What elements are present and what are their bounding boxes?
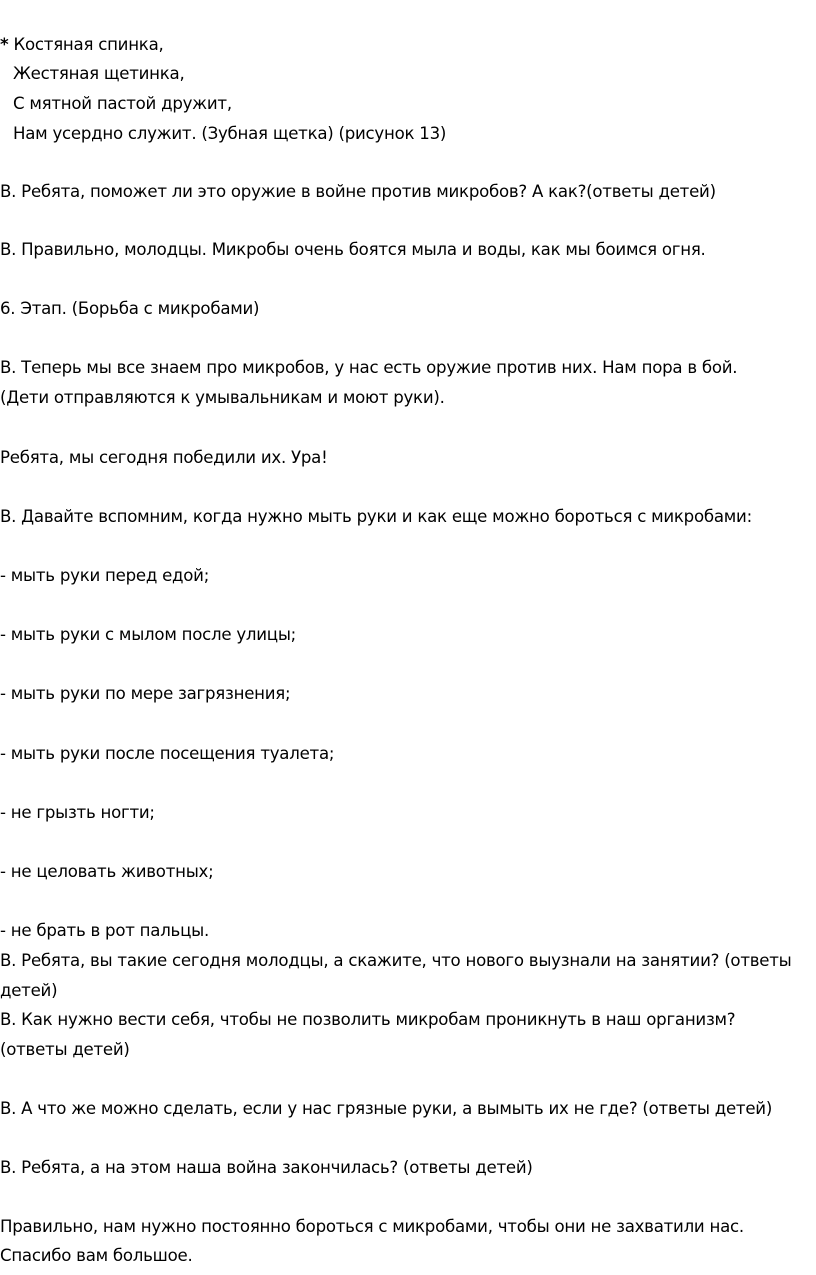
poem-line-1 [0, 34, 164, 56]
poem-line-3: С мятной пастой дружит, [13, 94, 232, 113]
paragraph-microbes-fear: В. Правильно, молодцы. Микробы очень боятся мыла и воды, как мы боимся огня. [0, 240, 706, 259]
poem-line-1-text: Костяная спинка, [13, 35, 164, 54]
list-item: - мыть руки перед едой; [0, 566, 210, 585]
closing-question-4: В. Ребята, а на этом наша война закончилась? (ответы детей) [0, 1158, 533, 1177]
closing-question-1-line-2: детей) [0, 981, 58, 1000]
poem-line-2: Жестяная щетинка, [13, 64, 185, 83]
list-item: - не целовать животных; [0, 862, 214, 881]
paragraph-remember: В. Давайте вспомним, когда нужно мыть руки и как еще можно бороться с микробами: [0, 507, 752, 526]
paragraph-battle-line-1: В. Теперь мы все знаем про микробов, у нас есть оружие против них. Нам пора в бой. [0, 358, 738, 377]
list-item: - не брать в рот пальцы. [0, 921, 210, 940]
closing-question-2-line-1: В. Как нужно вести себя, чтобы не позволить микробам проникнуть в наш организм? [0, 1010, 736, 1029]
closing-final-line-1: Правильно, нам нужно постоянно бороться с микробами, чтобы они не захватили нас. [0, 1217, 744, 1236]
list-item: - мыть руки после посещения туалета; [0, 744, 335, 763]
list-item: - мыть руки с мылом после улицы; [0, 625, 297, 644]
bullet-star: * [0, 35, 9, 54]
closing-question-1-line-1: В. Ребята, вы такие сегодня молодцы, а скажите, что нового выузнали на занятии? (ответы [0, 951, 792, 970]
paragraph-stage-heading: 6. Этап. (Борьба с микробами) [0, 299, 260, 318]
paragraph-question-weapon: В. Ребята, поможет ли это оружие в войне против микробов? А как?(ответы детей) [0, 182, 716, 201]
poem-line-4: Нам усердно служит. (Зубная щетка) (рисунок 13) [13, 124, 447, 143]
closing-question-2-line-2: (ответы детей) [0, 1040, 130, 1059]
list-item: - не грызть ногти; [0, 803, 155, 822]
paragraph-battle-line-2: (Дети отправляются к умывальникам и моют руки). [0, 388, 445, 407]
closing-question-3: В. А что же можно сделать, если у нас грязные руки, а вымыть их не где? (ответы детей) [0, 1099, 773, 1118]
list-item: - мыть руки по мере загрязнения; [0, 684, 291, 703]
closing-final-line-2: Спасибо вам большое. [0, 1246, 193, 1265]
paragraph-victory: Ребята, мы сегодня победили их. Ура! [0, 448, 328, 467]
